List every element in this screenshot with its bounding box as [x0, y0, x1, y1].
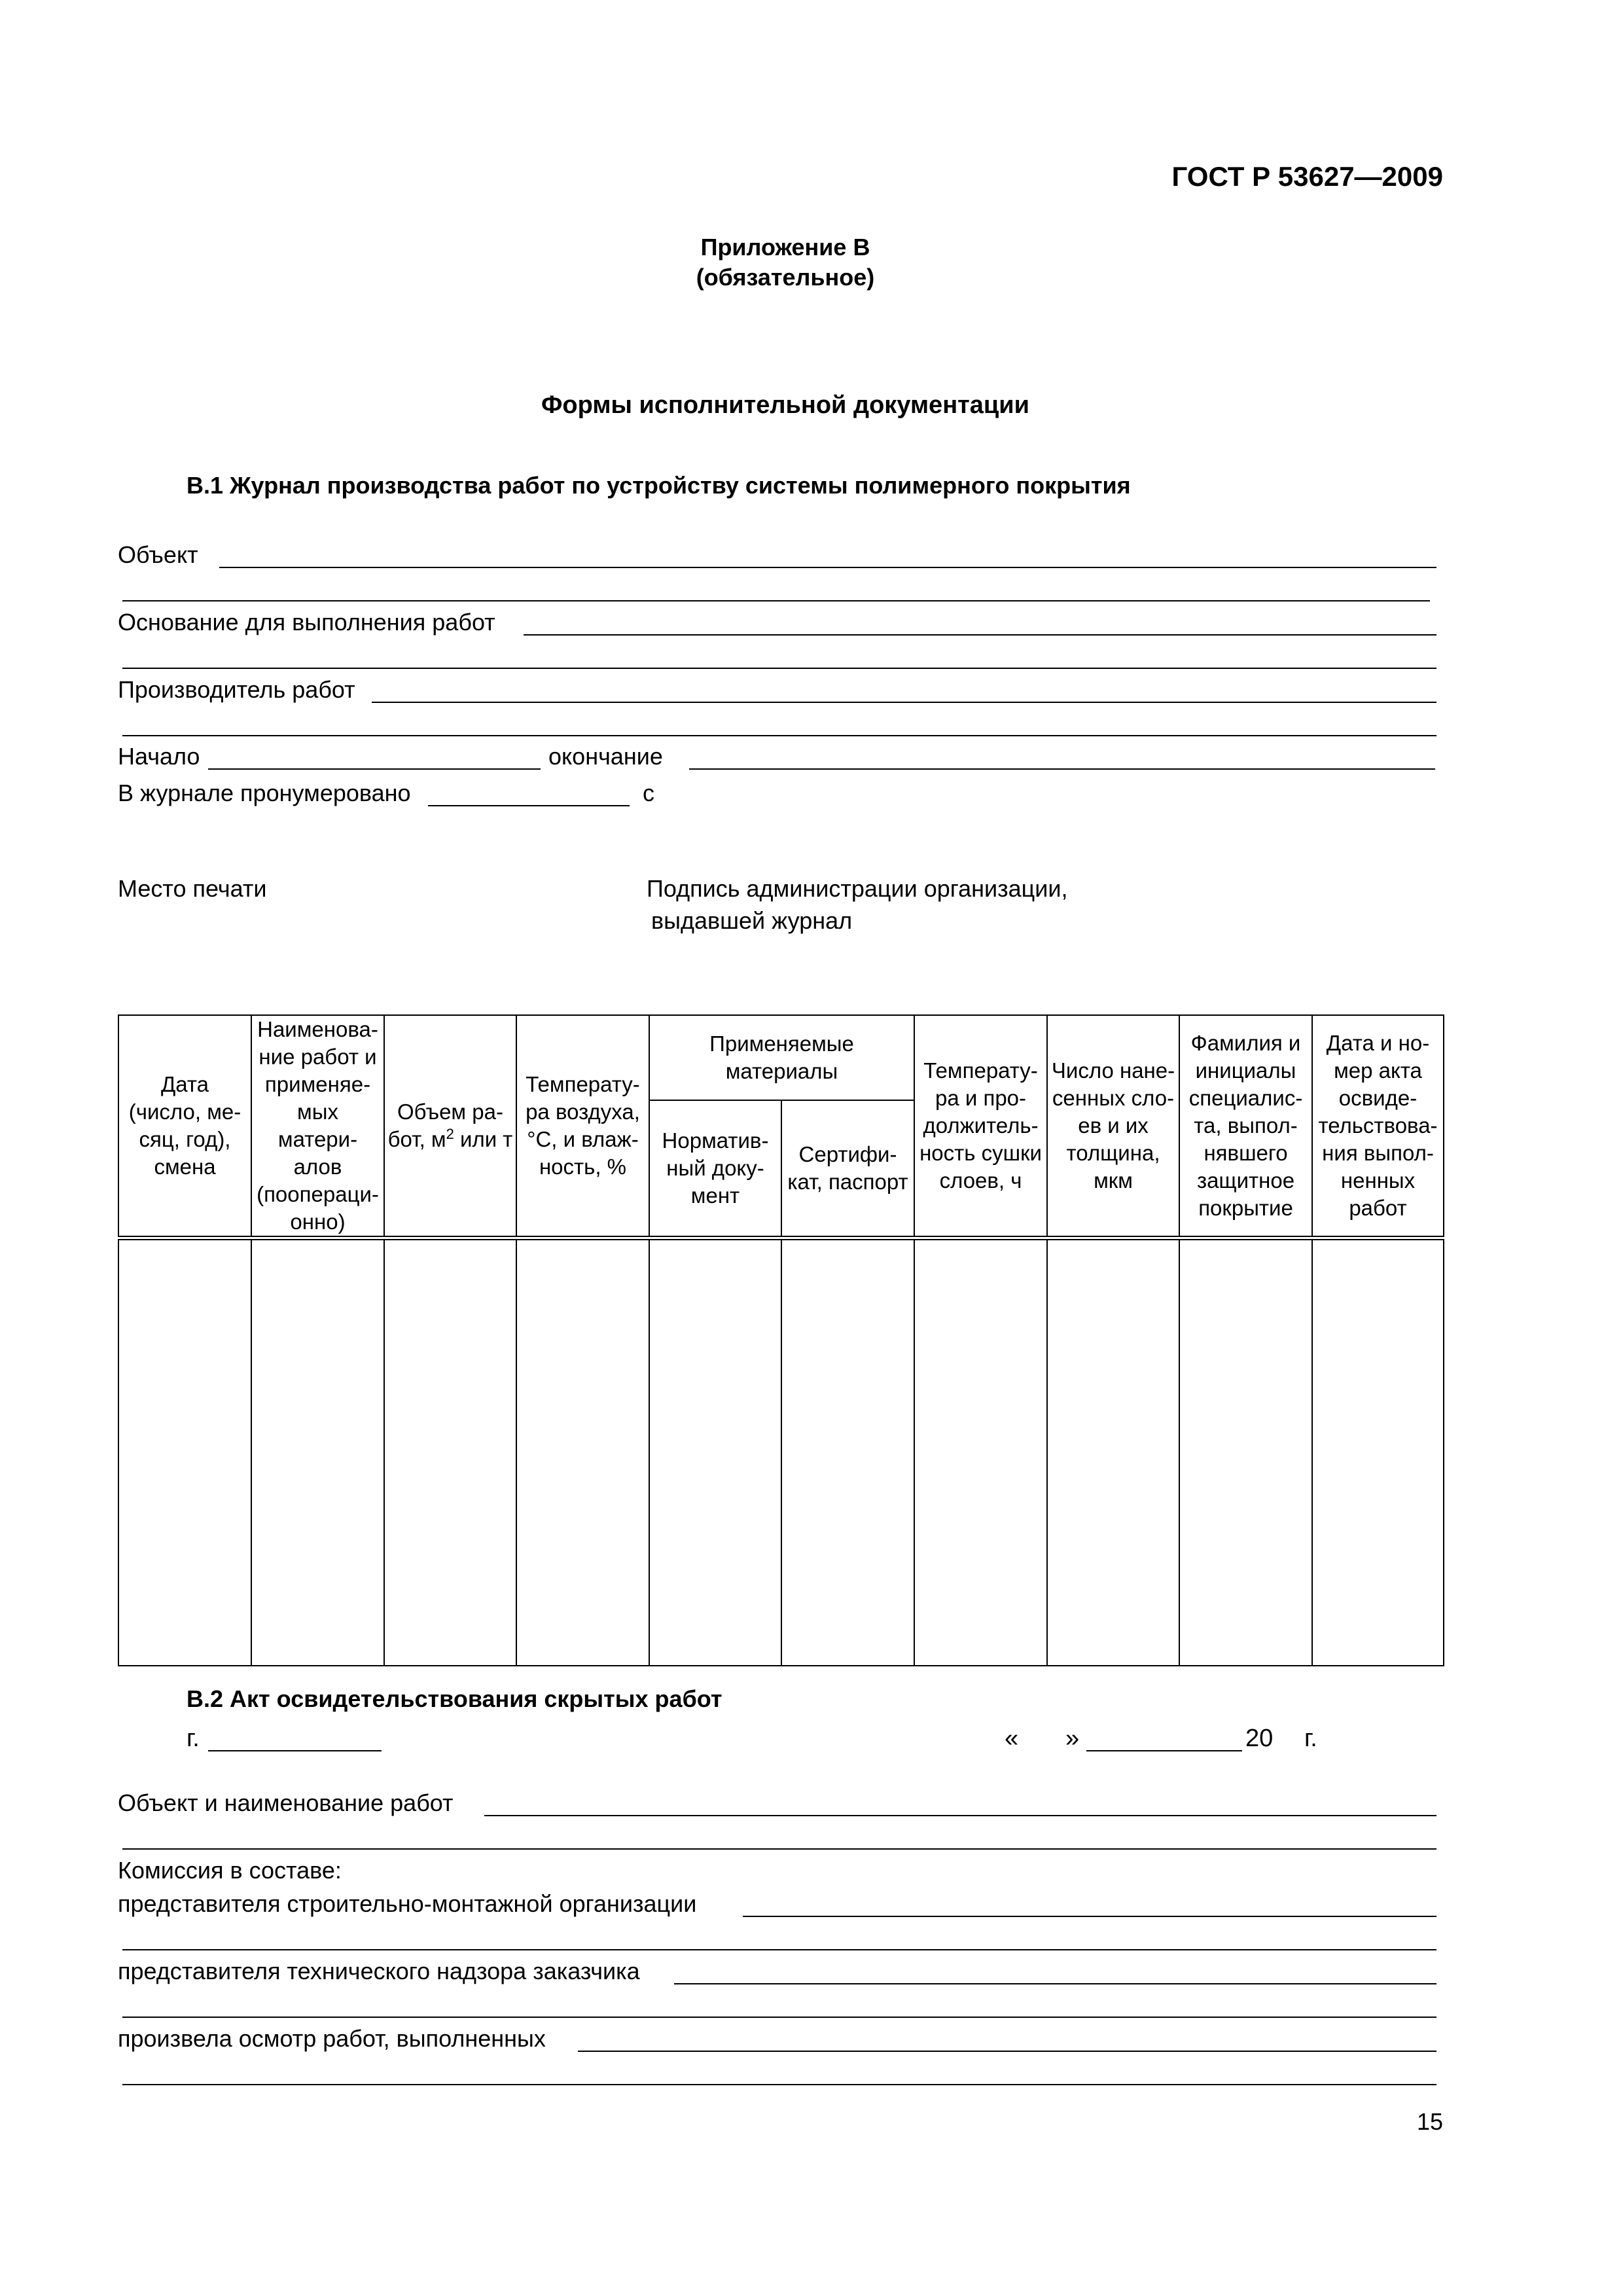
signature-label-line2: выдавшей журнал: [651, 907, 853, 934]
col-certificate-header: Сертифи- кат, паспорт: [781, 1100, 914, 1238]
b2-object-field-line[interactable]: [484, 1815, 1436, 1816]
table-cell-work-name[interactable]: [251, 1238, 384, 1666]
start-label: Начало: [118, 743, 200, 770]
journal-table: [118, 1014, 1444, 1666]
stamp-label: Место печати: [118, 875, 267, 902]
inspected-label: произвела осмотр работ, выполненных: [118, 2025, 546, 2052]
table-header-row-1: [118, 1015, 1444, 1100]
signature-label-line1: Подпись администрации организации,: [647, 875, 1068, 902]
rep-builder-field-line[interactable]: [743, 1916, 1436, 1917]
col-date-header: Дата (число, ме- сяц, год), смена: [118, 1015, 251, 1238]
table-cell-temperature[interactable]: [516, 1238, 649, 1666]
table-cell-act[interactable]: [1312, 1238, 1444, 1666]
basis-field-line-2[interactable]: [122, 668, 1436, 669]
basis-field-line[interactable]: [524, 634, 1436, 636]
year-suffix: г.: [1304, 1725, 1317, 1752]
b2-heading: В.2 Акт освидетельствования скрытых работ: [187, 1685, 722, 1712]
rep-customer-label: представителя технического надзора заказчика: [118, 1958, 640, 1984]
commission-label: Комиссия в составе:: [118, 1857, 342, 1884]
table-cell-layers[interactable]: [1047, 1238, 1179, 1666]
numbered-label: В журнале пронумеровано: [118, 780, 411, 806]
object-field-line[interactable]: [219, 567, 1436, 568]
table-body-row: [118, 1238, 1444, 1666]
inspected-field-line[interactable]: [578, 2051, 1436, 2052]
table-cell-date[interactable]: [118, 1238, 251, 1666]
table-cell-drying[interactable]: [914, 1238, 1047, 1666]
table-cell-normative-doc[interactable]: [649, 1238, 781, 1666]
col-temperature-header: Температу- ра воздуха, °С, и влаж- ность, %: [516, 1015, 649, 1238]
col-specialist-header: Фамилия и инициалы специалис- та, выпол- нявшего защитное покрытие: [1179, 1015, 1312, 1238]
city-field-line[interactable]: [208, 1750, 382, 1751]
col-drying-header: Температу- ра и про- должитель- ность сушки слоев, ч: [914, 1015, 1047, 1238]
date-open-quote: «: [1005, 1725, 1019, 1752]
rep-builder-field-line-2[interactable]: [122, 1949, 1436, 1950]
b1-heading: В.1 Журнал производства работ по устройству системы полимерного покрытия: [187, 472, 1131, 499]
producer-label: Производитель работ: [118, 676, 355, 703]
table-cell-volume[interactable]: [384, 1238, 516, 1666]
month-field-line[interactable]: [1086, 1750, 1242, 1751]
rep-builder-label: представителя строительно-монтажной организации: [118, 1890, 697, 1917]
appendix-title: Приложение В: [700, 234, 870, 260]
b2-object-label: Объект и наименование работ: [118, 1789, 454, 1816]
col-act-header: Дата и но- мер акта освиде- тельствова- ния выпол- ненных работ: [1312, 1015, 1444, 1238]
standard-code: ГОСТ Р 53627—2009: [1171, 161, 1443, 192]
object-field-line-2[interactable]: [122, 600, 1430, 601]
inspected-field-line-2[interactable]: [122, 2084, 1436, 2085]
numbered-suffix: с: [643, 780, 654, 806]
b2-object-field-line-2[interactable]: [122, 1848, 1436, 1850]
col-work-name-header: Наименова- ние работ и применяе- мых матери- алов (пооперaци- онно): [251, 1015, 384, 1238]
table-cell-certificate[interactable]: [781, 1238, 914, 1666]
col-volume-header: Объем ра- бот, $м^2$ или т: [384, 1015, 516, 1238]
col-normative-doc-header: Норматив- ный доку- мент: [649, 1100, 781, 1238]
rep-customer-field-line-2[interactable]: [122, 2017, 1436, 2018]
numbered-field-line[interactable]: [428, 805, 630, 806]
end-label: окончание: [548, 743, 663, 770]
table-cell-specialist[interactable]: [1179, 1238, 1312, 1666]
date-close-quote: »: [1065, 1725, 1080, 1752]
rep-customer-field-line[interactable]: [674, 1983, 1436, 1984]
object-label: Объект: [118, 541, 198, 568]
col-layers-header: Число нане- сенных сло- ев и их толщина, мкм: [1047, 1015, 1179, 1238]
end-field-line[interactable]: [689, 768, 1435, 770]
start-field-line[interactable]: [208, 768, 541, 770]
section-title: Формы исполнительной документации: [541, 391, 1029, 419]
producer-field-line[interactable]: [372, 702, 1436, 703]
appendix-status: (обязательное): [696, 264, 875, 291]
page-number: 15: [1416, 2108, 1443, 2135]
basis-label: Основание для выполнения работ: [118, 609, 495, 636]
year-prefix: 20: [1245, 1725, 1274, 1752]
col-materials-group-header: Применяемые материалы: [649, 1015, 914, 1100]
producer-field-line-2[interactable]: [122, 735, 1436, 736]
city-prefix: г.: [187, 1725, 200, 1752]
